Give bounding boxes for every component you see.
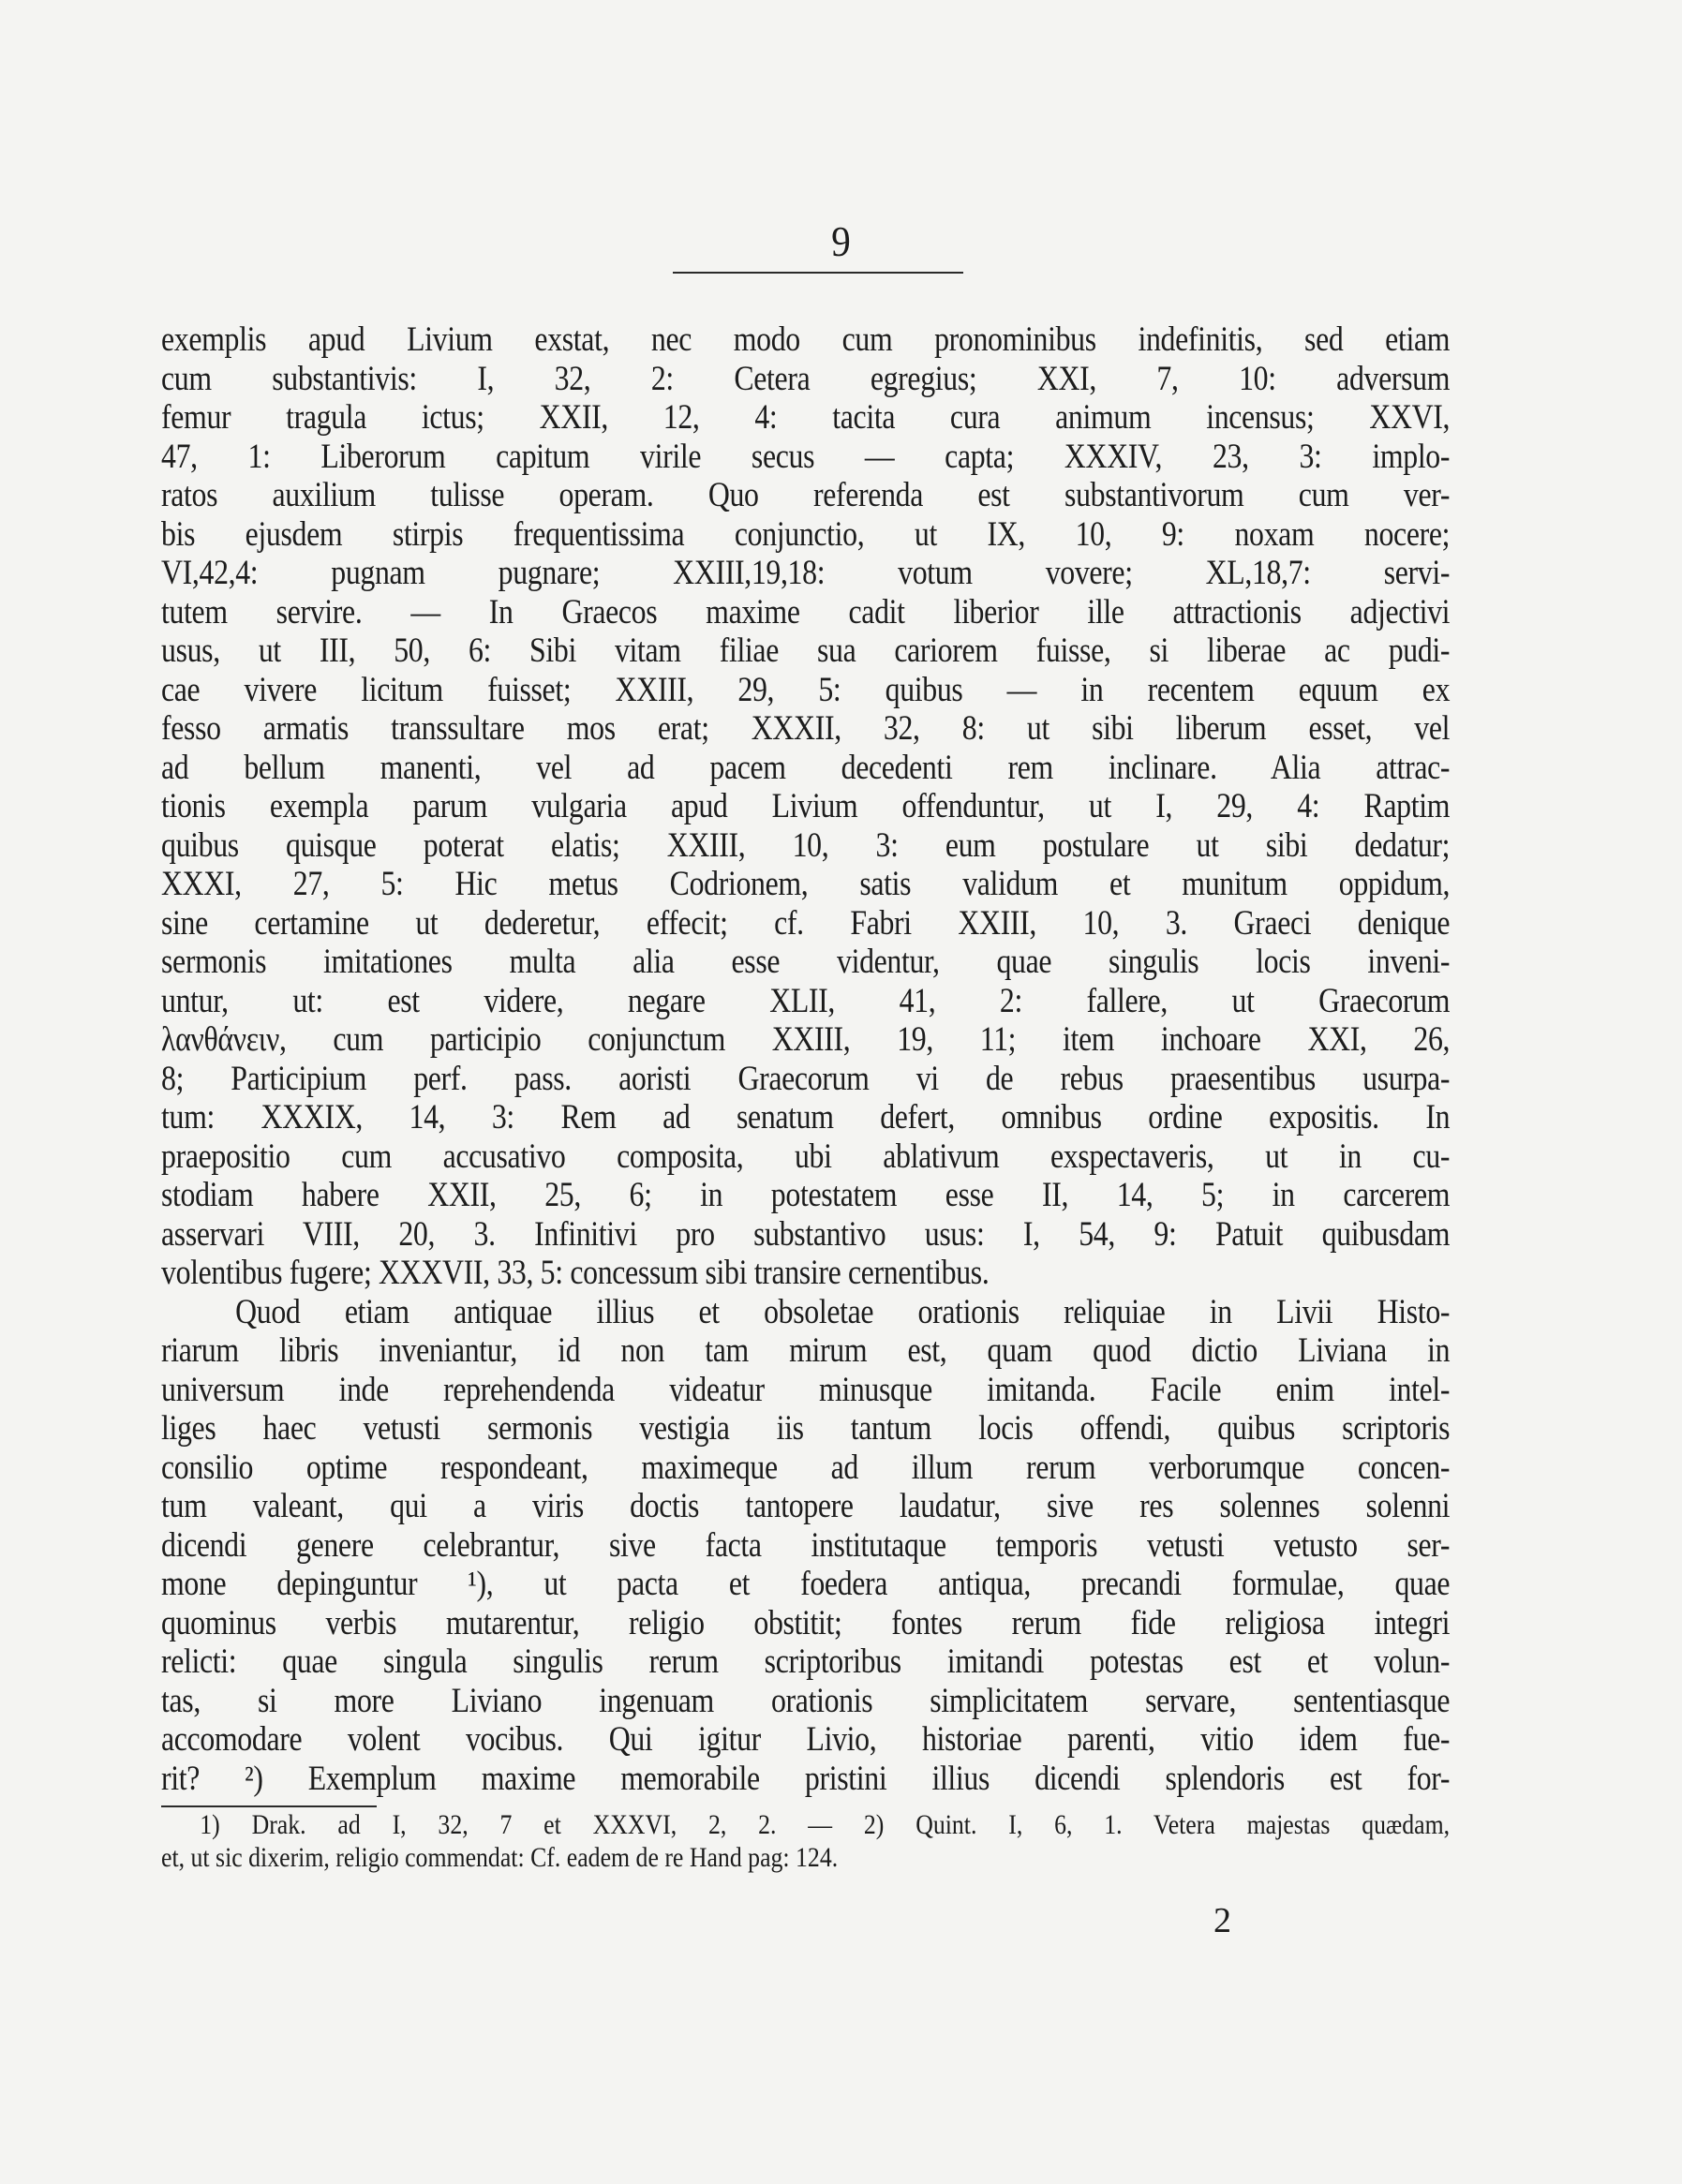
text-line: asservari VIII, 20, 3. Infinitivi pro substantivo usus: I, 54, 9: Patuit quibusdam bbox=[161, 1214, 1451, 1254]
text-line: tas, si more Liviano ingenuam orationis simplicitatem servare, sententiasque bbox=[161, 1681, 1451, 1720]
text-line: sine certamine ut dederetur, effecit; cf. Fabri XXIII, 10, 3. Graeci denique bbox=[161, 903, 1451, 943]
text-line: dicendi genere celebrantur, sive facta institutaque temporis vetusti vetusto ser- bbox=[161, 1525, 1451, 1565]
text-line: stodiam habere XXII, 25, 6; in potestatem esse II, 14, 5; in carcerem bbox=[161, 1176, 1451, 1214]
text-line: XXXI, 27, 5: Hic metus Codrionem, satis validum et munitum oppidum, bbox=[161, 865, 1451, 903]
body-text bbox=[161, 320, 1450, 1798]
text-line: bis ejusdem stirpis frequentissima conjunctio, ut IX, 10, 9: noxam nocere; bbox=[161, 514, 1451, 554]
paragraph-start-line: Quod etiam antiquae illius et obsoletae orationis reliquiae in Livii Histo- bbox=[235, 1292, 1451, 1331]
text-line: 47, 1: Liberorum capitum virile secus — capta; XXXIV, 23, 3: implo- bbox=[161, 437, 1451, 476]
header-rule bbox=[673, 272, 963, 274]
text-line: tum valeant, qui a viris doctis tantopere laudatur, sive res solennes solenni bbox=[161, 1487, 1451, 1525]
footnotes bbox=[161, 1808, 1450, 1874]
text-line: riarum libris inveniantur, id non tam mirum est, quam quod dictio Liviana in bbox=[161, 1331, 1451, 1370]
text-line: untur, ut: est videre, negare XLII, 41, 2: fallere, ut Graecorum bbox=[161, 981, 1451, 1020]
text-line: sermonis imitationes multa alia esse videntur, quae singulis locis inveni- bbox=[161, 943, 1451, 981]
footnote-line: 1) Drak. ad I, 32, 7 et XXXVI, 2, 2. — 2) Quint. I, 6, 1. Vetera majestas quædam, bbox=[200, 1809, 1451, 1840]
text-line: liges haec vetusti sermonis vestigia iis tantum locis offendi, quibus scriptoris bbox=[161, 1409, 1451, 1448]
signature-mark: 2 bbox=[1213, 1901, 1231, 1940]
text-line: quominus verbis mutarentur, religio obstitit; fontes rerum fide religiosa integri bbox=[161, 1603, 1451, 1642]
text-line: cum substantivis: I, 32, 2: Cetera egregius; XXI, 7, 10: adversum bbox=[161, 359, 1451, 398]
text-line: relicti: quae singula singulis rerum scriptoribus imitandi potestas est et volun- bbox=[161, 1642, 1451, 1681]
text-line: VI,42,4: pugnam pugnare; XXIII,19,18: votum vovere; XL,18,7: servi- bbox=[161, 554, 1451, 592]
text-line: usus, ut III, 50, 6: Sibi vitam filiae sua cariorem fuisse, si liberae ac pudi- bbox=[161, 631, 1451, 670]
text-line: universum inde reprehendenda videatur minusque imitanda. Facile enim intel- bbox=[161, 1370, 1451, 1409]
text-line: tum: XXXIX, 14, 3: Rem ad senatum defert, omnibus ordine expositis. In bbox=[161, 1098, 1451, 1137]
text-line: volentibus fugere; XXXVII, 33, 5: concessum sibi transire cernentibus. bbox=[161, 1254, 990, 1292]
text-line: quibus quisque poterat elatis; XXIII, 10, 3: eum postulare ut sibi dedatur; bbox=[161, 825, 1451, 865]
text-line: mone depinguntur ¹), ut pacta et foedera antiqua, precandi formulae, quae bbox=[161, 1565, 1451, 1603]
text-line: consilio optime respondeant, maximeque ad illum rerum verborumque concen- bbox=[161, 1448, 1451, 1487]
text-line: fesso armatis transsultare mos erat; XXXII, 32, 8: ut sibi liberum esset, vel bbox=[161, 709, 1451, 748]
footnote-rule bbox=[161, 1805, 377, 1807]
text-line: exemplis apud Livium exstat, nec modo cum pronominibus indefinitis, sed etiam bbox=[161, 320, 1451, 359]
text-line: praepositio cum accusativo composita, ubi ablativum exspectaveris, ut in cu- bbox=[161, 1137, 1451, 1176]
text-line: tutem servire. — In Graecos maxime cadit liberior ille attractionis adjectivi bbox=[161, 592, 1451, 631]
text-line: accomodare volent vocibus. Qui igitur Livio, historiae parenti, vitio idem fue- bbox=[161, 1720, 1451, 1759]
text-line: ratos auxilium tulisse operam. Quo referenda est substantivorum cum ver- bbox=[161, 476, 1451, 514]
footnote-line: et, ut sic dixerim, religio commendat: Cf. eadem de re Hand pag: 124. bbox=[161, 1842, 839, 1873]
text-line: cae vivere licitum fuisset; XXIII, 29, 5: quibus — in recentem equum ex bbox=[161, 670, 1451, 709]
text-line: 8; Participium perf. pass. aoristi Graecorum vi de rebus praesentibus usurpa- bbox=[161, 1059, 1451, 1098]
text-line: λανθάνειν, cum participio conjunctum XXIII, 19, 11; item inchoare XXI, 26, bbox=[161, 1020, 1451, 1059]
text-line: ad bellum manenti, vel ad pacem decedenti rem inclinare. Alia attrac- bbox=[161, 748, 1451, 787]
text-line: rit? ²) Exemplum maxime memorabile pristini illius dicendi splendoris est for- bbox=[161, 1759, 1451, 1798]
text-line: femur tragula ictus; XXII, 12, 4: tacita cura animum incensus; XXVI, bbox=[161, 398, 1451, 437]
page-number: 9 bbox=[831, 217, 851, 265]
text-line: tionis exempla parum vulgaria apud Livium offenduntur, ut I, 29, 4: Raptim bbox=[161, 787, 1451, 825]
